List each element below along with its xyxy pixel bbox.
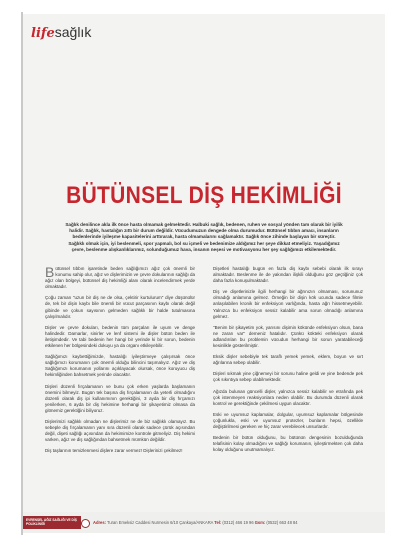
article-paragraph: Çoğu zaman "uzun bir diş ne de olsa, çektirir kurtulurum" diye düşünülür de, tek bir dişin kaybı bile önemli bir vücut parçasının kaybı olarak değil gibinde ve çokun sayısının gelmeden sağlıklı bir halde tutulmasına çalışılmalıdır. — [45, 295, 195, 319]
article-paragraph: Sağlığımızı kaybettiğimizde, hastalığı iyileştirmeye çalışırsak önce sağlığımızı korumanın çok önemli olduğu bilincini taşımalıyız. Ağız ve diş Sağlığımızı korumanın yollarını açıklayacak olursak, önce koruyucu diş hekimliğinden bahsetmek yerinde olacaktır. — [45, 354, 195, 378]
article-paragraph: Eksik dişler sebebiyle tek taraflı yemek yemek, eklem, boyun ve sırt ağrılarına sebep olabilir. — [213, 354, 363, 366]
article-paragraph: Ağızda bulunan güncelli dişler, yalnızca sessiz kalabilir ve etrafında pek çok istenmeyen reaksiyonlara neden olabilir. Bu durumda düzenli olarak kontrol ve gerektiğinde çekilmesi uygun olacaktır. — [213, 388, 363, 406]
article-paragraph: Bedenin bir bütün olduğunu, bu bütünün dengesinin bozulduğunda telafisinin kolay olmadığını ve sağlığı korumanın, iyileştirmekten çok daha kolay olduğunu unutmamalıyız. — [213, 435, 363, 453]
magazine-page — [23, 14, 385, 533]
article-paragraph: Diş taşlarının temizlenmesi dişlere zarar vermez! Dişlerinizi çekilmez! — [45, 448, 183, 454]
article-paragraph: "Benim bir şikayetim yok, yarısını dişimin kökünde enfeksiyon olsun, bana ne zararı var" demeniz hatalıdır. Çünkü kökteki enfeksiyon olarak adlandırılan bu problemin vücudun herhangi bir sorun yaratabileceği kesinlikle gösterilmiştir. — [213, 324, 363, 349]
section-header — [31, 24, 91, 42]
paragraph-text: ütünsel tıbbın işaretinde beden sağlığımızı ağız çok önemli bir konumu sahip olur, ağız ve dişlerimizin ve çevre dokularının sağlığı da ağız olan bölgeyi, bütünsel diş hekimliği alanı olarak incelendirmek yerde olmaktadır. — [45, 266, 195, 290]
article-lead: Sağlık denilince akla ilk önce hasta olmamak gelmektedir. Halbuki sağlık, bedenen, ruhen ve sosyal yönden tam olarak bir iyilik halidir. Sağlık, hastalığın zıttı bir durum değildir. Vücudumuzun dengede olma durumudur. Bütünsel tıbbın amacı, insanların bedenlerinde iyileşme kapasitelerini arttırarak, hasta olmamalarını sağlamaktır. Sağlık önce zihinde başlayan bir süreçtir. Sağlıklı olmak için, iyi beslenmeli, spor yapmalı, bol su içmeli ve bedenimize aldığımız her şeye dikkat etmeliyiz. Yaşadığımız çevre, beslenme alışkanlıklarımız, solunduğumuz hava, insanın neşesi ve motivasyonu her şey sağlığımızı etkilemektedir. — [65, 222, 343, 252]
article-paragraph: Dişler ve çevre dokuları, bedenin tüm parçaları ile uyum ve denge halindedir. Damarlar, sinirler ve lenf sistemi ile dişler bütün beden ile iletişimdedir. Ve tabi bedenin her hangi bir yerinde ki bir sorun, bedenin etkilenen her bölgesindeki dokuyu ya da organı etkileyebilir. — [45, 324, 195, 349]
dropcap: B — [45, 264, 55, 280]
clinic-name-band — [23, 516, 81, 529]
address-label: Adres: — [93, 520, 106, 525]
article-paragraph: Dişleri düzenli fırçalamanın ve bunu çok erken yaşlarda başlamanın önemini bilmeyiz. Bugün tek başına diş fırçalamanın da yeterli olmadığını düzenli olarak diş ipi kullanımının gerektiğini, 3 ayda bir diş fırçamızı yenilerken, 6 ayda bir diş hekimine herhangi bir şikayetimiz olmasa da gitmemiz gerektiğini biliyoruz. — [45, 383, 195, 413]
left-column — [45, 266, 195, 459]
footer-circle-icon — [81, 519, 90, 528]
tel-value: (0312) 466 19 96 — [222, 520, 254, 525]
article-paragraph — [45, 266, 195, 290]
page-footer — [23, 512, 385, 533]
address-value: Turan Emeksiz Caddesi Nurmesin 6/10 Çankaya/ANKARA — [107, 520, 214, 525]
clinic-name: EVRENSEL AĞIZ SAĞLIĞI VE DİŞ POLİKLİNİĞİ — [26, 518, 77, 527]
gsm-label: Gsm: — [254, 520, 266, 525]
right-column — [213, 266, 363, 458]
article-paragraph: Dişleri sıkmak yine çiğnemeyi bir sorunu haline geldi ve yine bedende pek çok sıkıntıya sebep olabilmektedir. — [213, 371, 363, 383]
article-title: BÜTÜNSEL DİŞ HEKİMLİĞİ — [66, 182, 342, 209]
article-paragraph: Diş ve dişetlerinizle ilgili herhangi bir ağrınızın olmaması, sorununuz olmadığı anlamına gelmez. Örneğin bir dişin kök ucunda sadece filmle anlaşılabilen kronik bir enfeksiyon varlığında, hasta ağrı hissetmeyebilir. Yalnızca bu enfeksiyon sessiz kalabilir ama sorun olmadığı anlamına gelmez. — [213, 289, 363, 319]
article-paragraph: Eski ve uyumsuz kaplamalar, dolgular, uyumsuz kaplamalar bölgesinde çoğunlukla, eski ve uyumsuz protezler, bunların hepsi, özellikle değiştirilmesi gereken ve hiç zarar verebilecek unsurlardır. — [213, 411, 363, 429]
brand-saglik: sağlık — [54, 24, 92, 40]
article-paragraph: Dişlerimizi sağlıklı olmadan ne dişlerimiz ne de biz sağlıklı olamayız. Bu sebeple diş fırçalamanın yanı sıra düzenli olarak sadece çürük açısından değil, dişeti sağlığı açısından da hekimimize kontrole gitmeliyiz. Diş hekimi varken, ağız ve diş sağlığından bahsetmek mümkün değildir. — [45, 418, 195, 443]
tel-label: Tel: — [214, 520, 222, 525]
brand-life: life — [31, 26, 55, 41]
gsm-value: (0532) 663 48 84 — [266, 520, 298, 525]
article-paragraph: Dişetleri hastalığı bugün en fazla diş kaybı sebebi olarak ilk sırayı almaktadır. Beslenme ile de yakından ilişkili olduğunu göz geçtiğiniz çok daha fazla konuşulmaktadır. — [213, 266, 363, 284]
contact-line — [93, 520, 298, 525]
